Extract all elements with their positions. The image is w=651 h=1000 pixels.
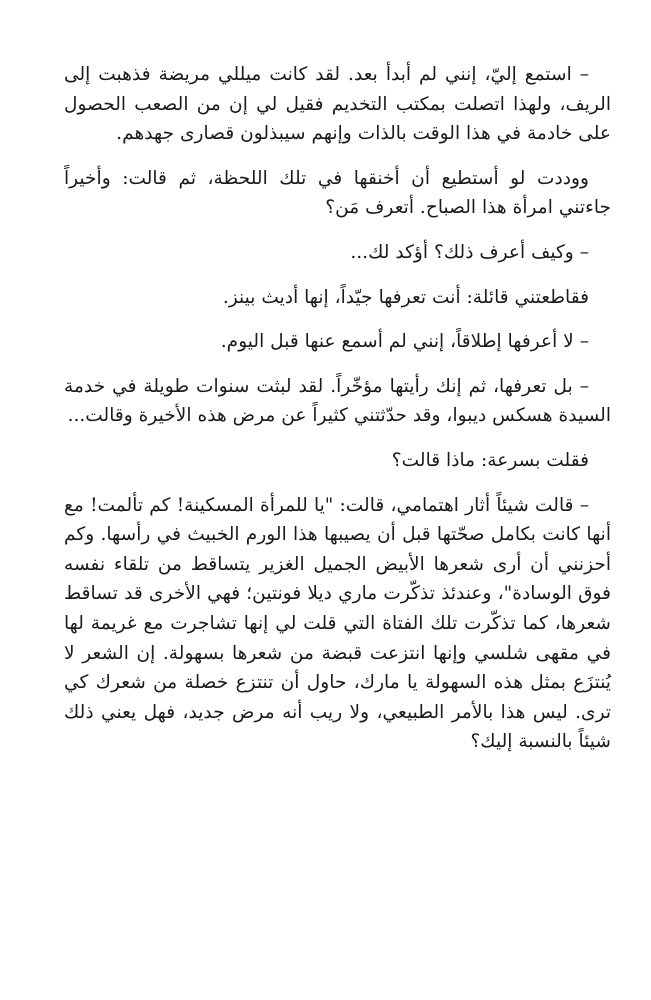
paragraph-2: ووددت لو أستطيع أن أخنقها في تلك اللحظة، ثم قالت: وأخيراً جاءتني امرأة هذا الصباح. أتعرف مَن؟ (64, 167, 611, 219)
paragraph-3: – وكيف أعرف ذلك؟ أؤكد لك... (350, 241, 589, 263)
paragraph-4: فقاطعتني قائلة: أنت تعرفها جيّداً، إنها أديث بينز. (222, 286, 589, 308)
document-page (64, 60, 611, 772)
paragraph-5: – لا أعرفها إطلاقاً، إنني لم أسمع عنها قبل اليوم. (220, 331, 589, 353)
paragraph-8: – قالت شيئاً أثار اهتمامي، قالت: "يا للمرأة المسكينة! كم تألمت! مع أنها كانت بكامل صحّتها قبل أن يصيبها هذا الورم الخبيث في رأسها. وكم أحزنني أن أرى شعرها الأبيض الجميل الغزير يتساقط من تلقاء نفسه فوق الوسادة"، وعندئذ تذكّرت ماري ديلا فونتين؛ فهي الأخرى قد تساقط شعرها، كما تذكّرت تلك الفتاة التي قلت لي إنها تشاجرت مع غريمة لها في مقهى شلسي وإنها انتزعت قبضة من شعرها بسهولة. إن الشعر لا يُنتزَع بمثل هذه السهولة يا مارك، حاول أن تنتزع خصلة من شعرك كي ترى. ليس هذا بالأمر الطبيعي، ولا ريب أنه مرض جديد، فهل يعني ذلك شيئاً بالنسبة إليك؟ (64, 494, 611, 753)
paragraph-1: – استمع إليّ، إنني لم أبدأ بعد. لقد كانت ميللي مريضة فذهبت إلى الريف، ولهذا اتصلت بمكتب التخديم فقيل لي إن من الصعب الحصول على خادمة في هذا الوقت بالذات وإنهم سيبذلون قصارى جهدهم. (64, 64, 611, 145)
paragraph-7: فقلت بسرعة: ماذا قالت؟ (391, 449, 589, 471)
paragraph-6: – بل تعرفها، ثم إنك رأيتها مؤخّراً. لقد لبثت سنوات طويلة في خدمة السيدة هسكس ديبوا، وقد حدّثتني كثيراً عن مرض هذه الأخيرة وقالت... (64, 375, 611, 427)
